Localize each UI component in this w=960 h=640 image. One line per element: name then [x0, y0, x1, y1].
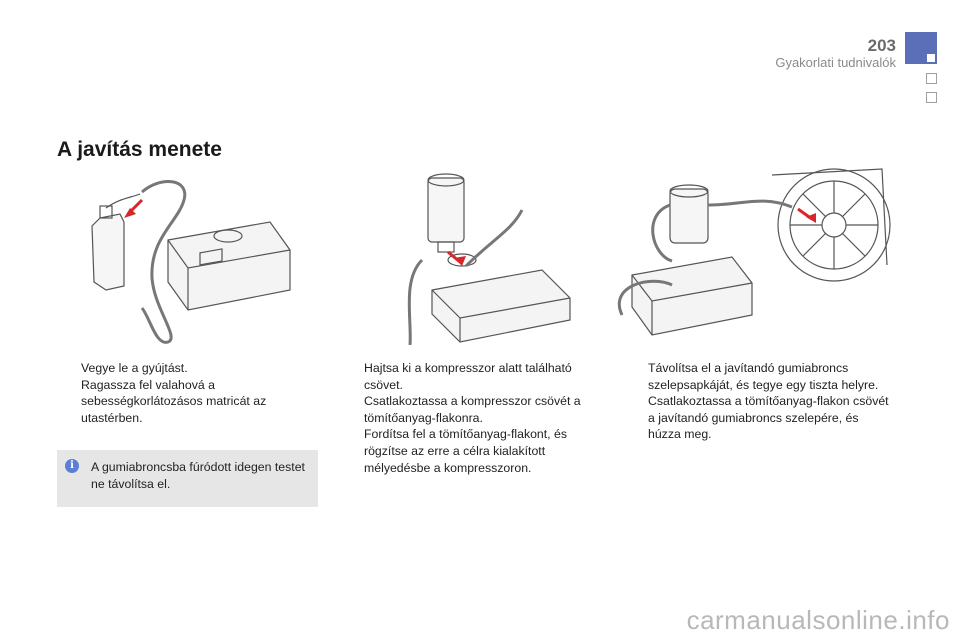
- chapter-tab-active[interactable]: [905, 32, 937, 64]
- illustration-bottle-on-compressor: [392, 170, 592, 345]
- info-note: [57, 450, 318, 507]
- list-item: Ragassza fel valahová a sebességkorlátozásos matricát az utastérben.: [81, 377, 267, 425]
- list-item: Távolítsa el a javítandó gumiabroncs szelepsapkáját, és tegye egy tiszta helyre.: [648, 361, 879, 392]
- info-icon: i: [65, 459, 79, 473]
- section-title: Gyakorlati tudnivalók: [775, 55, 896, 70]
- page-number: 203: [867, 36, 896, 55]
- list-item: Fordítsa fel a tömítőanyag-flakont, és rögzítse az erre a célra kialakított mélyedésbe a kompresszoron.: [364, 427, 568, 475]
- list-item: Csatlakoztassa a kompresszor csövét a tömítőanyag-flakonra.: [364, 394, 581, 425]
- watermark: carmanualsonline.info: [686, 605, 950, 635]
- chapter-tab[interactable]: [926, 73, 937, 84]
- illustration-bottle-compressor: [80, 178, 300, 348]
- page-heading: A javítás menete: [57, 138, 222, 161]
- chapter-tab-marker: [927, 54, 935, 62]
- list-item: Vegye le a gyújtást.: [81, 361, 188, 375]
- list-item: Hajtsa ki a kompresszor alatt található csövet.: [364, 361, 572, 392]
- instructions-column-3: [624, 360, 894, 443]
- list-item: Csatlakoztassa a tömítőanyag-flakon csövét a javítandó gumiabroncs szelepére, és húzza meg.: [648, 394, 889, 442]
- chapter-tab[interactable]: [926, 92, 937, 103]
- note-text: A gumiabroncsba fúródott idegen testet ne távolítsa el.: [91, 460, 305, 491]
- instructions-column-2: [340, 360, 585, 476]
- illustration-tyre-connection: [612, 165, 892, 345]
- instructions-column-1: [57, 360, 317, 426]
